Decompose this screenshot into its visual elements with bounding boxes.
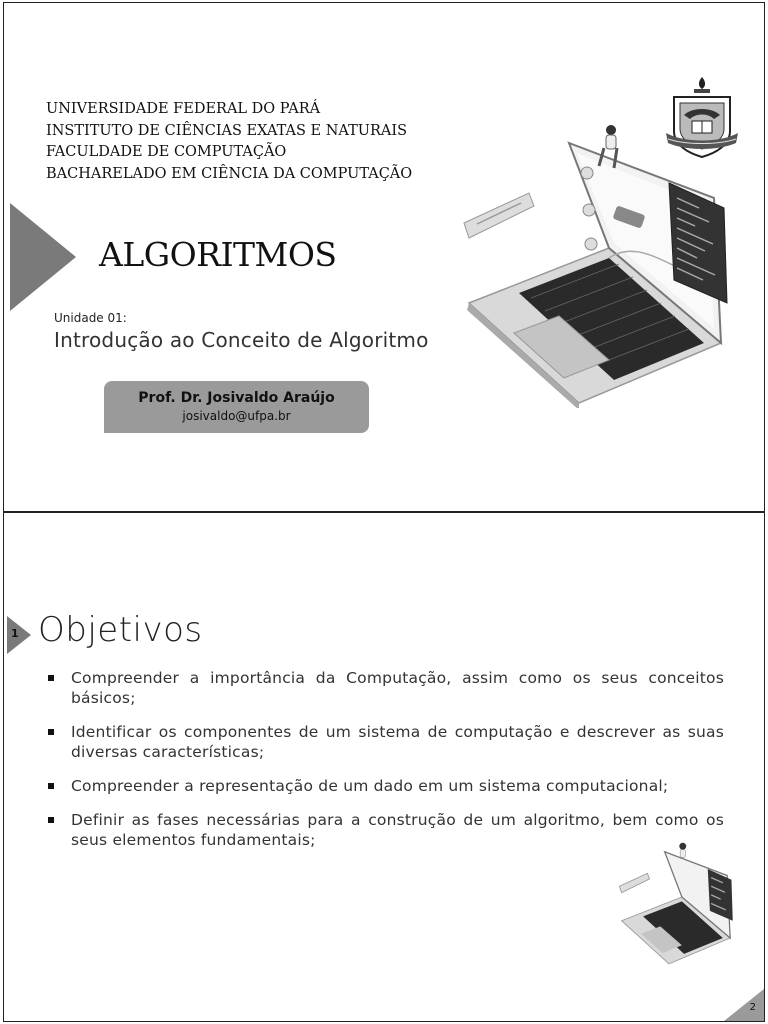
accent-triangle: [10, 203, 76, 311]
institution-line: INSTITUTO DE CIÊNCIAS EXATAS E NATURAIS: [46, 122, 408, 139]
objectives-list: [44, 668, 724, 864]
objectives-slide: [3, 512, 765, 1022]
institution-line: FACULDADE DE COMPUTAÇÃO: [46, 144, 287, 160]
list-item: Definir as fases necessárias para a construção de um algoritmo, bem como os seus elementos fundamentais;: [44, 810, 724, 850]
bullet-icon: [48, 675, 54, 681]
professor-email: josivaldo@ufpa.br: [182, 409, 291, 423]
objectives-title: Objetivos: [38, 610, 203, 650]
professor-card: [104, 381, 369, 433]
page-number: 2: [749, 1002, 756, 1013]
section-number: 1: [11, 627, 19, 640]
bullet-icon: [48, 817, 54, 823]
title-slide: [3, 2, 765, 512]
presentation-title: ALGORITMOS: [99, 235, 337, 274]
laptop-illustration-icon: [459, 118, 734, 408]
institution-line: UNIVERSIDADE FEDERAL DO PARÁ: [46, 101, 321, 117]
unit-label: Unidade 01:: [54, 311, 127, 325]
bullet-icon: [48, 729, 54, 735]
list-item: Identificar os componentes de um sistema de computação e descrever as suas diversas características;: [44, 722, 724, 762]
laptop-illustration-icon: [609, 841, 744, 966]
bullet-icon: [48, 783, 54, 789]
professor-name: Prof. Dr. Josivaldo Araújo: [138, 390, 335, 406]
list-item: Compreender a representação de um dado em um sistema computacional;: [44, 776, 724, 796]
page-corner: [724, 989, 764, 1021]
unit-subtitle: Introdução ao Conceito de Algoritmo: [54, 328, 429, 352]
institution-header: [46, 99, 412, 185]
list-item: Compreender a importância da Computação, assim como os seus conceitos básicos;: [44, 668, 724, 708]
institution-line: BACHARELADO EM CIÊNCIA DA COMPUTAÇÃO: [46, 165, 413, 182]
